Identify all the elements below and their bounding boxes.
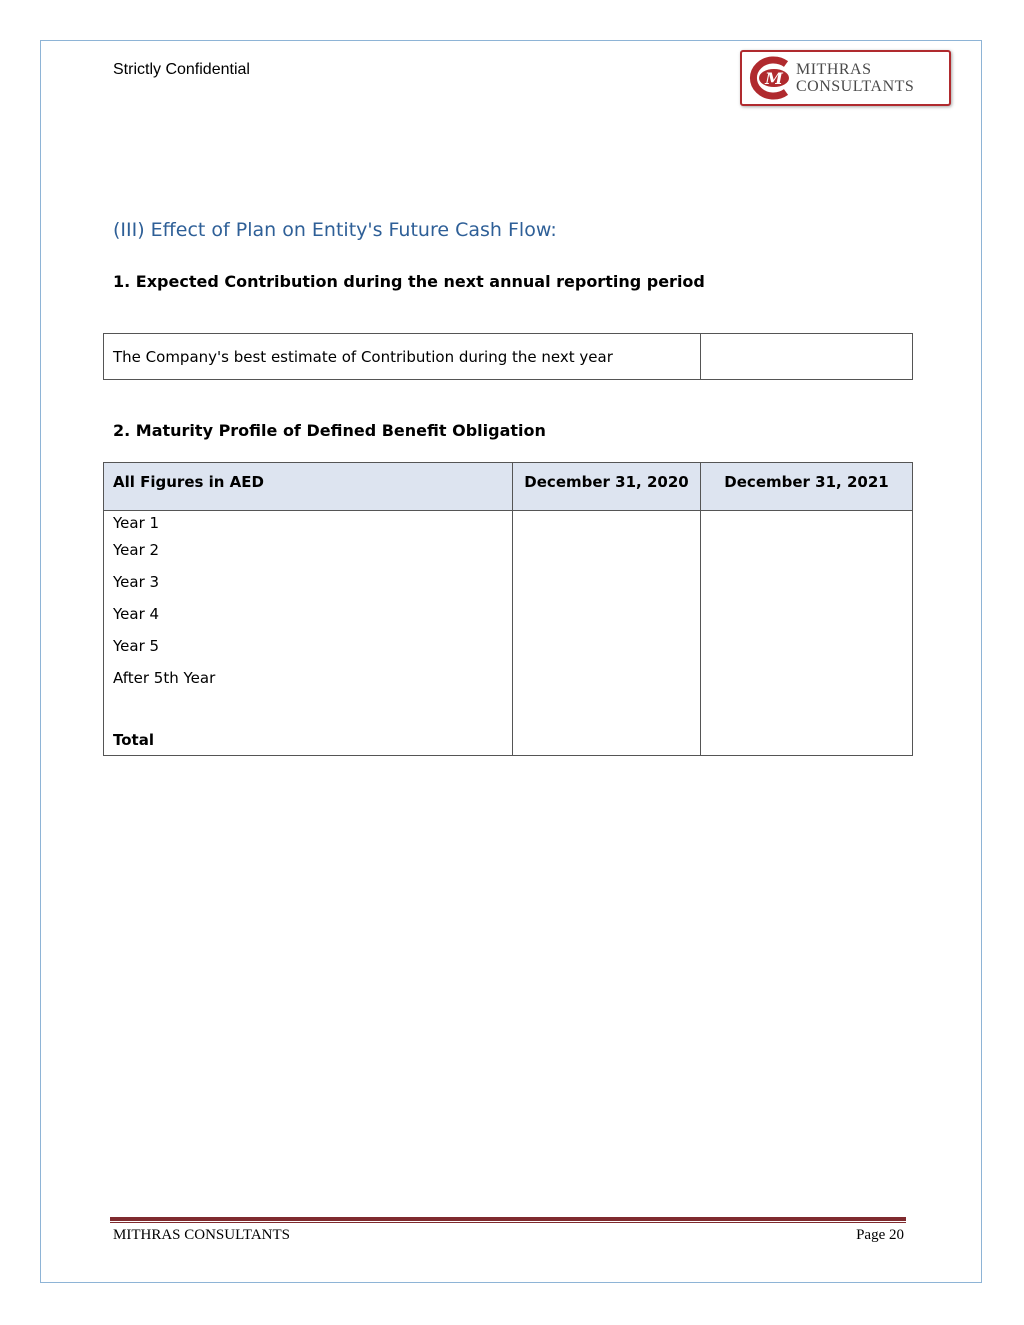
section-title: (III) Effect of Plan on Entity's Future Cash Flow:	[113, 219, 557, 241]
footer-page-number: Page 20	[856, 1227, 904, 1243]
table-body-row	[104, 511, 913, 756]
row-label-after-5th-year: After 5th Year	[113, 669, 216, 687]
row-label-total: Total	[113, 731, 154, 749]
contribution-value	[701, 334, 913, 380]
row-labels-cell	[104, 511, 513, 756]
row-label-year-5: Year 5	[113, 637, 160, 655]
logo-line-2: CONSULTANTS	[796, 78, 915, 95]
confidential-label: Strictly Confidential	[113, 61, 250, 78]
values-2021-cell	[701, 511, 913, 756]
company-logo	[740, 50, 951, 106]
row-label-year-1: Year 1	[113, 514, 160, 532]
cm-monogram-icon	[746, 56, 794, 100]
column-header-2021: December 31, 2021	[701, 463, 913, 511]
maturity-heading: 2. Maturity Profile of Defined Benefit Obligation	[113, 421, 546, 440]
svg-text:M: M	[765, 69, 783, 88]
table-row	[104, 334, 913, 380]
contribution-label: The Company's best estimate of Contribution during the next year	[104, 334, 701, 380]
row-label-year-4: Year 4	[113, 605, 160, 623]
contribution-table	[103, 333, 913, 380]
footer-rule	[110, 1217, 906, 1221]
row-label-year-3: Year 3	[113, 573, 160, 591]
row-label-year-2: Year 2	[113, 541, 160, 559]
logo-wordmark	[796, 61, 914, 95]
maturity-table	[103, 462, 913, 756]
logo-line-1: MITHRAS	[796, 61, 872, 78]
footer-rule-thin	[110, 1222, 906, 1223]
column-header-figures: All Figures in AED	[104, 463, 513, 511]
table-header-row	[104, 463, 913, 511]
values-2020-cell	[513, 511, 701, 756]
column-header-2020: December 31, 2020	[513, 463, 701, 511]
footer-company: MITHRAS CONSULTANTS	[113, 1227, 291, 1243]
contribution-heading: 1. Expected Contribution during the next annual reporting period	[113, 272, 705, 291]
